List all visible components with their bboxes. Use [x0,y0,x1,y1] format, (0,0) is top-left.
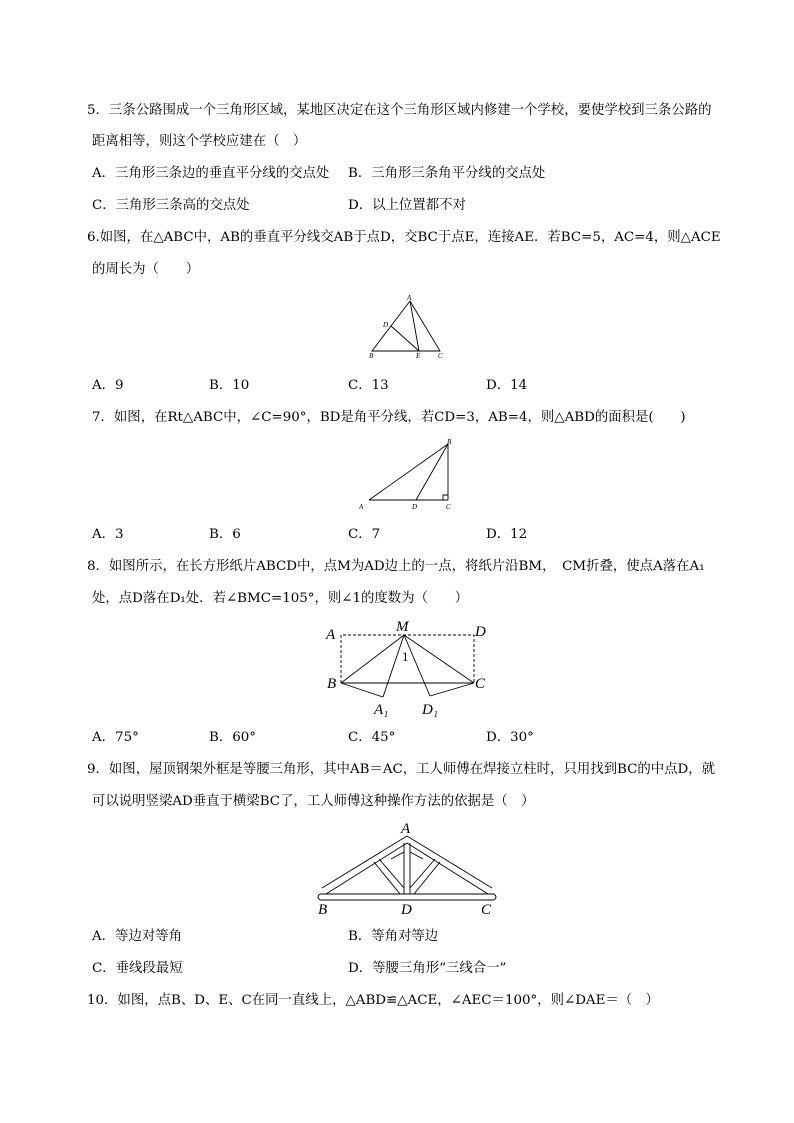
q6-line-2: 的周长为（ ） [92,262,200,277]
q6-figure-triangle [362,294,448,360]
q5-line-1: 5．三条公路围成一个三角形区域，某地区决定在这个三角形区域内修建一个学校，要使学校到三条公路的 [87,103,712,118]
q8-option-c: C．45° [348,730,396,745]
q9-label-d: D [401,902,412,918]
q6-label-d: D [383,321,389,329]
q6-option-b: B．10 [209,378,250,393]
q9-figure-roof-truss [312,818,498,918]
q7-option-a: A．3 [92,527,124,542]
q6-option-c: C．13 [348,378,389,393]
q7-label-d: D [412,503,418,511]
q8-label-a1: A₁ [374,702,389,718]
q7-line-1: 7．如图，在Rt△ABC中，∠C=90°，BD是角平分线，若CD=3，AB=4，则△ABD的面积是( ) [92,410,686,425]
q8-line-1: 8．如图所示，在长方形纸片ABCD中，点M为AD边上的一点，将纸片沿BM， CM折叠，使点A落在A₁ [87,559,705,574]
q7-label-a: A [359,503,364,511]
q7-label-b: B [447,438,452,446]
q8-label-d1: D₁ [422,702,439,718]
q6-option-a: A．9 [92,378,124,393]
q7-label-c: C [446,503,451,511]
q8-option-b: B．60° [209,730,256,745]
q6-label-e: E [416,352,421,360]
q9-option-a: A．等边对等角 [92,929,183,944]
q5-option-b: B．三角形三条角平分线的交点处 [348,166,546,181]
q8-label-angle-1: 1 [402,649,409,664]
q8-label-d: D [475,624,486,640]
q7-option-b: B．6 [209,527,241,542]
q10-line-1: 10．如图，点B、D、E、C在同一直线上，△ABD≌△ACE，∠AEC＝100°，则∠DAE＝（ ） [87,993,659,1008]
q8-option-d: D．30° [486,730,534,745]
q9-label-b: B [318,902,328,918]
q9-label-a: A [401,821,411,837]
q7-option-c: C．7 [348,527,381,542]
q9-line-2: 可以说明竖梁AD垂直于横梁BC了，工人师傅这种操作方法的依据是（ ） [92,794,535,809]
q7-option-d: D．12 [486,527,528,542]
q8-label-b: B [327,676,337,692]
q8-option-a: A．75° [92,730,139,745]
q6-label-a: A [407,294,412,302]
q7-figure-right-triangle [355,436,465,514]
q5-option-d: D．以上位置都不对 [348,198,466,213]
q5-option-a: A．三角形三条边的垂直平分线的交点处 [92,166,330,181]
q5-option-c: C．三角形三条高的交点处 [92,198,250,213]
q9-line-1: 9．如图，屋顶钢架外框是等腰三角形，其中AB＝AC，工人师傅在焊接立柱时，只用找到BC的中点D，就 [87,762,716,777]
q6-option-d: D．14 [486,378,528,393]
q8-line-2: 处，点D落在D₁处．若∠BMC=105°，则∠1的度数为（ ） [92,591,469,606]
q9-option-b: B．等角对等边 [348,929,439,944]
q9-label-c: C [481,902,492,918]
q8-label-c: C [475,676,486,692]
q5-line-2: 距离相等，则这个学校应建在（ ） [92,134,307,149]
q8-figure-folded-rectangle [322,614,500,720]
q6-label-c: C [438,352,443,360]
q8-label-a: A [326,627,336,643]
q6-label-b: B [369,352,374,360]
q9-option-c: C．垂线段最短 [92,961,183,976]
q9-option-d: D．等腰三角形“三线合一” [348,961,507,976]
q8-label-m: M [396,619,409,635]
q6-line-1: 6.如图，在△ABC中，AB的垂直平分线交AB于点D，交BC于点E，连接AE．若BC=5，AC=4，则△ACE [87,230,721,245]
